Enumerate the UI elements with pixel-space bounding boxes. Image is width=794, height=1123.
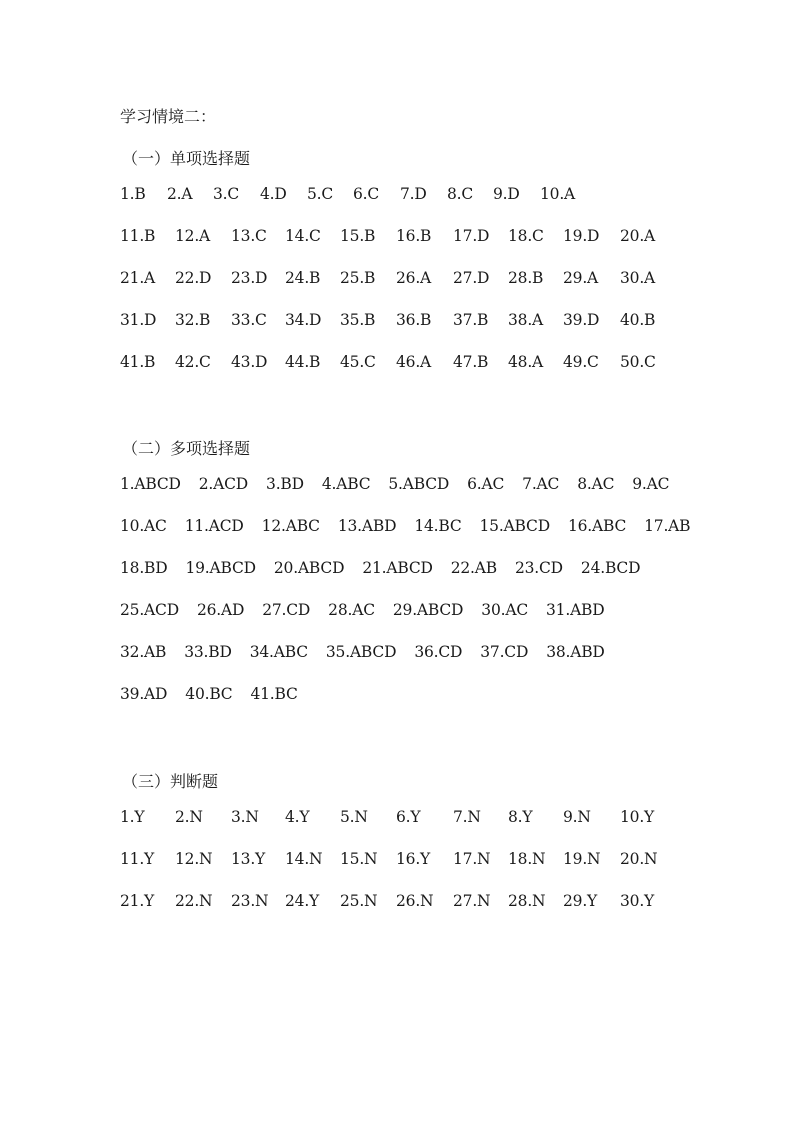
answer-item: 13.Y: [231, 850, 266, 868]
answer-item: 39.D: [563, 311, 600, 329]
answer-item: 8.AC: [577, 475, 615, 493]
multi-choice-section: [120, 438, 708, 705]
answer-item: 21.Y: [120, 892, 155, 910]
answer-item: 10.AC: [120, 517, 167, 535]
answer-item: 17.AB: [644, 517, 691, 535]
answer-item: 16.B: [396, 227, 432, 245]
answer-item: 24.B: [285, 269, 321, 287]
answer-item: 48.A: [508, 353, 544, 371]
answer-item: 36.B: [396, 311, 432, 329]
answer-item: 33.BD: [184, 643, 232, 661]
page-title: 学习情境二：: [120, 107, 217, 126]
answer-item: 20.A: [620, 227, 656, 245]
answer-item: 42.C: [175, 353, 211, 371]
answer-item: 29.ABCD: [392, 601, 464, 619]
answer-item: 4.ABC: [321, 475, 371, 493]
section-heading: （三）判断题: [122, 772, 219, 791]
answer-item: 3.BD: [266, 475, 304, 493]
answer-item: 3.N: [231, 808, 259, 826]
answer-item: 19.ABCD: [185, 559, 256, 577]
answer-item: 4.Y: [285, 808, 310, 826]
answer-item: 6.C: [353, 185, 380, 203]
answer-item: 20.N: [620, 850, 658, 868]
answer-item: 13.ABD: [337, 517, 397, 535]
answer-item: 7.N: [453, 808, 481, 826]
answer-row: [120, 267, 656, 289]
answer-item: 39.AD: [120, 685, 168, 703]
section-heading: （二）多项选择题: [122, 439, 251, 458]
true-false-answers: [120, 806, 658, 912]
answer-row: [120, 683, 708, 705]
answer-item: 6.AC: [467, 475, 505, 493]
answer-item: 25.B: [340, 269, 376, 287]
answer-item: 36.CD: [414, 643, 463, 661]
answer-item: 26.N: [396, 892, 434, 910]
answer-item: 15.B: [340, 227, 376, 245]
multi-choice-answers: [120, 473, 708, 705]
answer-item: 9.D: [493, 185, 520, 203]
answer-item: 15.ABCD: [479, 517, 550, 535]
answer-row: [120, 473, 708, 495]
answer-item: 31.ABD: [546, 601, 605, 619]
answer-item: 15.N: [340, 850, 378, 868]
answer-item: 11.ACD: [184, 517, 244, 535]
answer-item: 16.ABC: [567, 517, 627, 535]
answer-row: [120, 309, 656, 331]
answer-item: 7.D: [400, 185, 427, 203]
answer-item: 37.CD: [480, 643, 529, 661]
answer-item: 38.ABD: [546, 643, 605, 661]
answer-item: 26.AD: [196, 601, 245, 619]
answer-item: 28.B: [508, 269, 544, 287]
answer-item: 34.D: [285, 311, 322, 329]
answer-item: 5.N: [340, 808, 368, 826]
answer-item: 23.N: [231, 892, 269, 910]
answer-item: 41.BC: [250, 685, 298, 703]
answer-item: 18.BD: [120, 559, 168, 577]
answer-item: 28.N: [508, 892, 546, 910]
answer-item: 18.C: [508, 227, 544, 245]
answer-item: 2.A: [167, 185, 193, 203]
answer-item: 32.AB: [120, 643, 167, 661]
answer-item: 8.Y: [508, 808, 533, 826]
answer-item: 10.A: [540, 185, 576, 203]
answer-item: 24.BCD: [580, 559, 641, 577]
answer-item: 25.ACD: [120, 601, 179, 619]
answer-item: 6.Y: [396, 808, 421, 826]
answer-item: 23.D: [231, 269, 268, 287]
answer-item: 9.AC: [632, 475, 670, 493]
answer-item: 2.ACD: [198, 475, 249, 493]
answer-item: 27.N: [453, 892, 491, 910]
answer-row: [120, 599, 708, 621]
answer-item: 40.B: [620, 311, 656, 329]
single-choice-section: [120, 148, 656, 373]
answer-item: 30.Y: [620, 892, 655, 910]
answer-item: 37.B: [453, 311, 489, 329]
answer-item: 30.A: [620, 269, 656, 287]
answer-item: 33.C: [231, 311, 267, 329]
answer-item: 27.CD: [262, 601, 311, 619]
answer-row: [120, 641, 708, 663]
answer-item: 22.AB: [450, 559, 497, 577]
answer-item: 25.N: [340, 892, 378, 910]
answer-row: [120, 806, 655, 828]
answer-item: 23.CD: [514, 559, 563, 577]
answer-item: 13.C: [231, 227, 267, 245]
answer-item: 41.B: [120, 353, 156, 371]
answer-item: 19.N: [563, 850, 601, 868]
answer-item: 12.A: [175, 227, 211, 245]
answer-item: 29.A: [563, 269, 599, 287]
answer-item: 14.C: [285, 227, 321, 245]
answer-item: 1.B: [120, 185, 146, 203]
answer-item: 5.C: [307, 185, 334, 203]
answer-item: 18.N: [508, 850, 546, 868]
answer-item: 46.A: [396, 353, 432, 371]
answer-item: 19.D: [563, 227, 600, 245]
answer-row: [120, 848, 658, 870]
answer-item: 1.Y: [120, 808, 145, 826]
answer-item: 20.ABCD: [273, 559, 345, 577]
answer-item: 12.N: [175, 850, 213, 868]
answer-item: 26.A: [396, 269, 432, 287]
answer-row: [120, 515, 708, 537]
answer-item: 21.A: [120, 269, 156, 287]
answer-item: 11.B: [120, 227, 156, 245]
section-heading: （一）单项选择题: [122, 149, 251, 168]
answer-item: 17.N: [453, 850, 491, 868]
answer-item: 4.D: [260, 185, 287, 203]
answer-item: 8.C: [447, 185, 474, 203]
answer-item: 16.Y: [396, 850, 431, 868]
answer-item: 22.D: [175, 269, 212, 287]
answer-item: 5.ABCD: [388, 475, 450, 493]
answer-item: 14.BC: [414, 517, 462, 535]
true-false-section: [120, 771, 658, 912]
answer-item: 2.N: [175, 808, 203, 826]
answer-item: 34.ABC: [249, 643, 308, 661]
answer-item: 35.ABCD: [325, 643, 397, 661]
answer-item: 32.B: [175, 311, 211, 329]
answer-item: 10.Y: [620, 808, 655, 826]
answer-item: 27.D: [453, 269, 490, 287]
answer-item: 44.B: [285, 353, 321, 371]
answer-item: 28.AC: [328, 601, 375, 619]
answer-row: [120, 183, 576, 205]
answer-item: 31.D: [120, 311, 157, 329]
answer-item: 30.AC: [481, 601, 529, 619]
answer-item: 40.BC: [185, 685, 233, 703]
answer-row: [120, 351, 656, 373]
answer-row: [120, 225, 656, 247]
answer-item: 3.C: [213, 185, 240, 203]
answer-item: 24.Y: [285, 892, 320, 910]
answer-item: 38.A: [508, 311, 544, 329]
answer-item: 11.Y: [120, 850, 155, 868]
answer-item: 35.B: [340, 311, 376, 329]
answer-item: 47.B: [453, 353, 489, 371]
answer-item: 9.N: [563, 808, 591, 826]
answer-item: 12.ABC: [261, 517, 320, 535]
answer-item: 14.N: [285, 850, 323, 868]
answer-item: 49.C: [563, 353, 599, 371]
answer-item: 29.Y: [563, 892, 598, 910]
answer-item: 50.C: [620, 353, 656, 371]
answer-item: 21.ABCD: [362, 559, 433, 577]
answer-item: 43.D: [231, 353, 268, 371]
answer-item: 45.C: [340, 353, 376, 371]
answer-row: [120, 890, 655, 912]
answer-item: 17.D: [453, 227, 490, 245]
single-choice-answers: [120, 183, 656, 373]
answer-item: 1.ABCD: [120, 475, 181, 493]
answer-item: 7.AC: [522, 475, 560, 493]
answer-row: [120, 557, 708, 579]
answer-item: 22.N: [175, 892, 213, 910]
